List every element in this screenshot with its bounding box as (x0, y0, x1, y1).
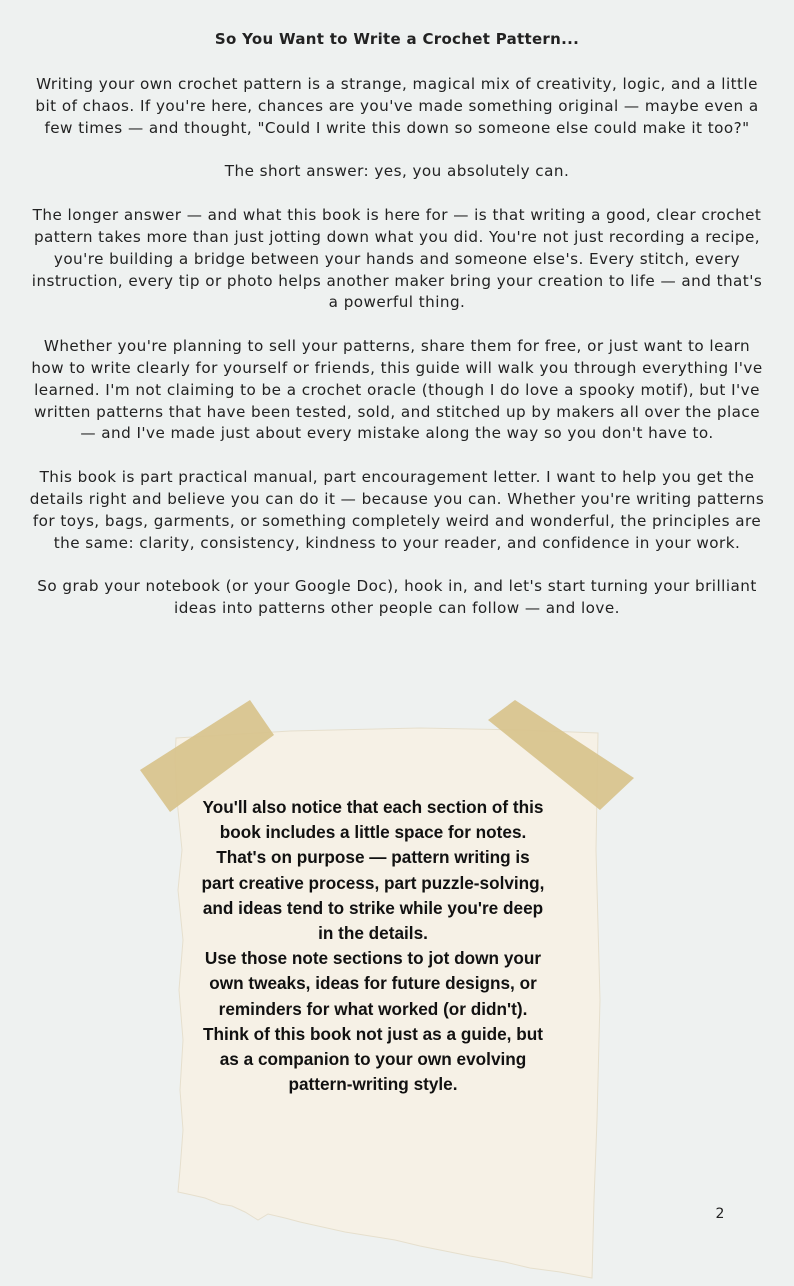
note-line: Use those note sections to jot down your own tweaks, ideas for future designs, or reminders for what worked (or didn't). (204, 948, 542, 1019)
paragraph-longer-answer: The longer answer — and what this book is here for — is that writing a good, clear crochet pattern takes more than just jotting down what you did. You're not just recording a recipe, you're building a bridge between your hands and someone else's. Every stitch, every instruction, every tip or photo helps another maker bring your creation to life — and that's a powerful thing. (31, 206, 763, 312)
note-text (198, 795, 548, 1097)
page-number: 2 (715, 1206, 725, 1222)
page-title: So You Want to Write a Crochet Pattern... (214, 30, 580, 48)
paragraph-intro: Writing your own crochet pattern is a strange, magical mix of creativity, logic, and a little bit of chaos. If you're here, chances are you've made something original — maybe even a few times — and thought, "Could I write this down so someone else could make it too?" (35, 75, 759, 137)
paragraph-manual: This book is part practical manual, part encouragement letter. I want to help you get the details right and believe you can do it — because you can. Whether you're writing patterns for toys, bags, garments, or something completely weird and wonderful, the principles are the same: clarity, consistency, kindness to your reader, and confidence in your work. (29, 468, 765, 552)
paragraph-purpose: Whether you're planning to sell your patterns, share them for free, or just want to learn how to write clearly for yourself or friends, this guide will walk you through everything I've learned. I'm not claiming to be a crochet oracle (though I do love a spooky motif), but I've written patterns that have been tested, sold, and stitched up by makers all over the place — and I've made just about every mistake along the way so you don't have to. (31, 337, 763, 443)
paragraph-closing: So grab your notebook (or your Google Doc), hook in, and let's start turning your brilliant ideas into patterns other people can follow — and love. (37, 577, 757, 618)
note-line: You'll also notice that each section of this book includes a little space for notes. (202, 797, 544, 843)
note-line: Think of this book not just as a guide, but as a companion to your own evolving pattern-writing style. (203, 1023, 543, 1095)
paragraph-short-answer: The short answer: yes, you absolutely can. (224, 162, 570, 181)
note-line: That's on purpose — pattern writing is part creative process, part puzzle-solving, and ideas tend to strike while you're deep in the details. (201, 847, 545, 944)
